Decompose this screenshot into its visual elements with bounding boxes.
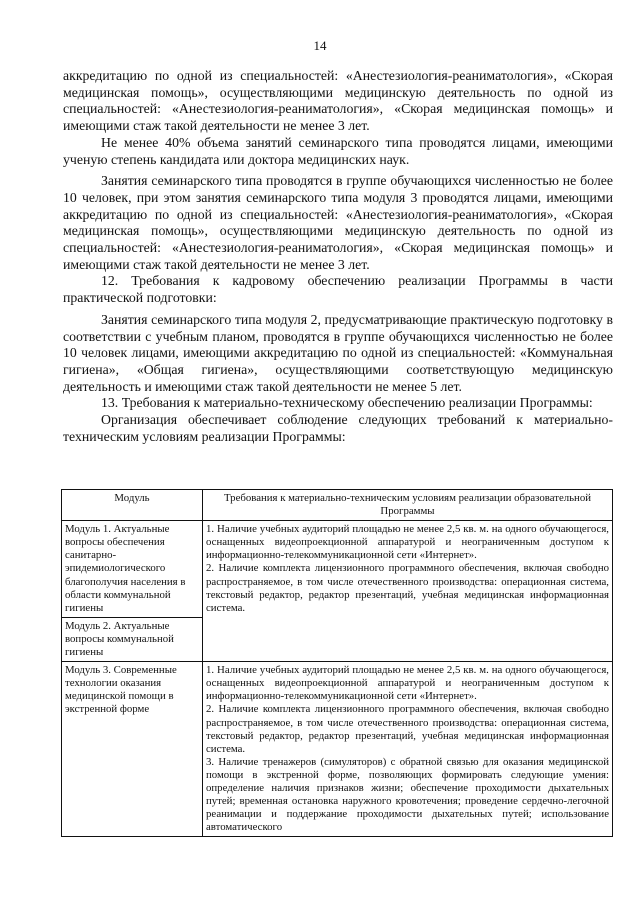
module-name: Модуль 1. Актуальные вопросы обеспечения санитарно-эпидемиологического благополучия населения в области коммунальной гигиены	[65, 523, 186, 614]
requirement-item: 3. Наличие тренажеров (симуляторов) с обратной связью для оказания медицинской помощи в экстренной форме, позволяющих формировать следующие умения: определение наличия признаков жизни; обеспечение проходимости дыхательных путей; временная остановка наружного кровотечения; проведение сердечно-легочной реанимации и поддержание проходимости дыхательных путей; использование автоматического	[206, 755, 609, 834]
column-header-requirements: Требования к материально-техническим условиям реализации образовательной Программы	[203, 490, 613, 521]
section-heading: 12. Требования к кадровому обеспечению реализации Программы в части практической подготовки:	[63, 273, 613, 306]
module-name: Модуль 2. Актуальные вопросы коммунальной гигиены	[62, 617, 202, 659]
section-heading: 13. Требования к материально-техническому обеспечению реализации Программы:	[101, 395, 593, 411]
table-row	[62, 521, 613, 662]
table-header-row	[62, 490, 613, 521]
paragraph: Организация обеспечивает соблюдение следующих требований к материально-техническим условиям реализации Программы:	[63, 412, 613, 444]
requirements-cell	[203, 662, 613, 837]
paragraph: Не менее 40% объема занятий семинарского типа проводятся лицами, имеющими ученую степень кандидата или доктора медицинских наук.	[63, 134, 613, 167]
body-text	[63, 68, 613, 445]
requirements-cell	[203, 521, 613, 662]
module-name: Модуль 3. Современные технологии оказания медицинской помощи в экстренной форме	[65, 664, 177, 716]
module-cell	[62, 662, 203, 837]
requirement-item: 1. Наличие учебных аудиторий площадью не менее 2,5 кв. м. на одного обучающегося, оснащенных видеопроекционной аппаратурой и неограниченным доступом к информационно-телекоммуникационной сети «Интернет».	[206, 664, 609, 703]
requirements-table	[61, 489, 613, 837]
page-number: 14	[313, 38, 327, 53]
requirement-item: 1. Наличие учебных аудиторий площадью не менее 2,5 кв. м. на одного обучающегося, оснащенных видеопроекционной аппаратурой и неограниченным доступом к информационно-телекоммуникационной сети «Интернет».	[206, 523, 609, 562]
column-header-module: Модуль	[62, 490, 203, 521]
paragraph: аккредитацию по одной из специальностей: «Анестезиология-реаниматология», «Скорая медицинская помощь», осуществляющими медицинскую деятельность по одной из специальностей: «Анестезиология-реаниматология», «Скорая медицинская помощь» и имеющими стаж такой деятельности не менее 3 лет.	[63, 68, 613, 134]
paragraph: Занятия семинарского типа проводятся в группе обучающихся численностью не более 10 человек, при этом занятия семинарского типа модуля 3 проводятся лицами, имеющими аккредитацию по одной из специальностей: «Анестезиология-реаниматология», «Скорая медицинская помощь», осуществляющими медицинскую деятельность по одной из специальностей: «Анестезиология-реаниматология», «Скорая медицинская помощь» и имеющими стаж такой деятельности не менее 3 лет.	[63, 173, 613, 272]
requirement-item: 2. Наличие комплекта лицензионного программного обеспечения, включая свободно распространяемое, в том числе отечественного производства: операционная система, текстовый редактор, редактор презентаций, учебная медицинская информационная система.	[206, 562, 609, 614]
table-row	[62, 662, 613, 837]
paragraph: Занятия семинарского типа модуля 2, предусматривающие практическую подготовку в соответствии с учебным планом, проводятся в группе обучающихся численностью не более 10 человек лицами, имеющими аккредитацию по одной из специальностей: «Коммунальная гигиена», «Общая гигиена», осуществляющими соответствующую медицинскую деятельность и имеющими стаж такой деятельности не менее 5 лет.	[63, 311, 613, 394]
requirement-item: 2. Наличие комплекта лицензионного программного обеспечения, включая свободно распространяемое, в том числе отечественного производства: операционная система, текстовый редактор, редактор презентаций, учебная медицинская информационная система.	[206, 703, 609, 755]
module-cell	[62, 521, 203, 662]
